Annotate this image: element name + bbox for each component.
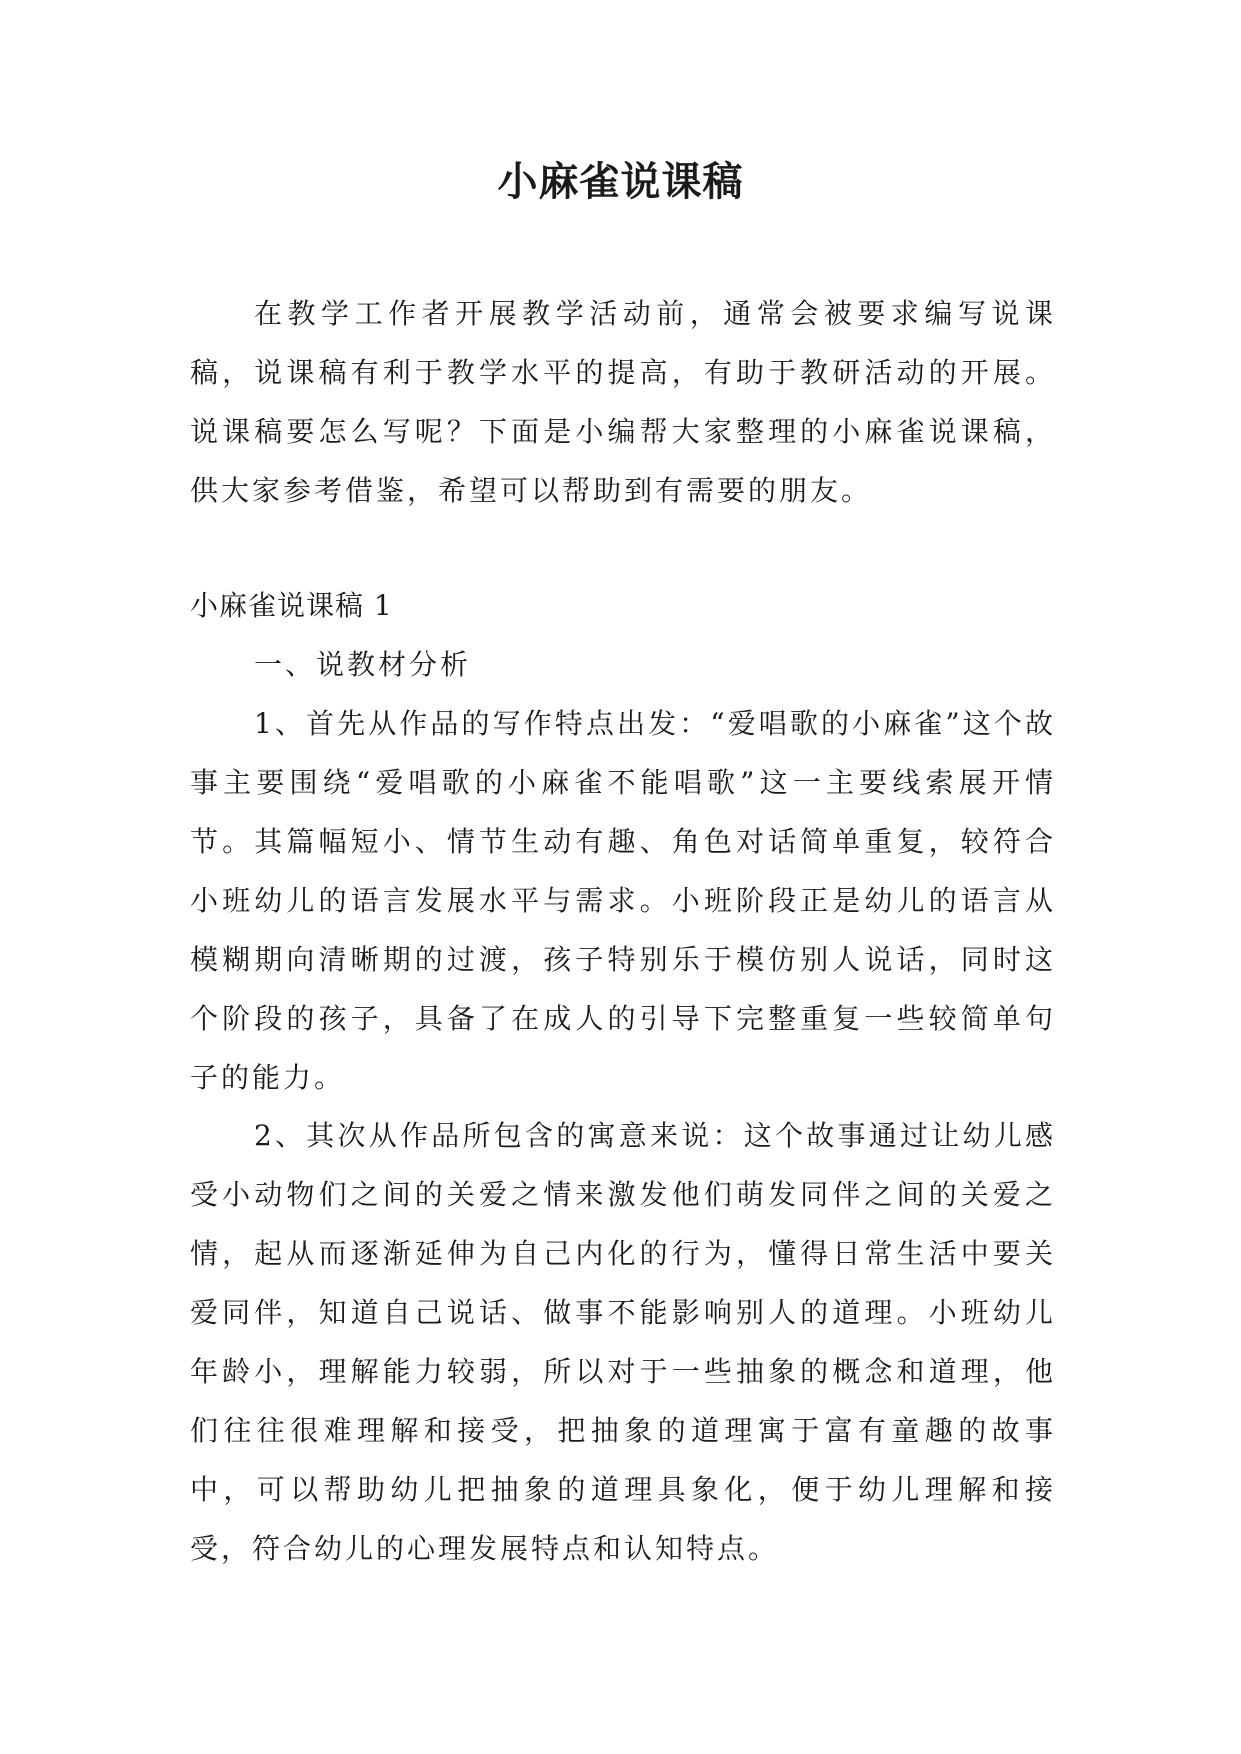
intro-paragraph: 在教学工作者开展教学活动前，通常会被要求编写说课稿，说课稿有利于教学水平的提高，有助于教研活动的开展。说课稿要怎么写呢？下面是小编帮大家整理的小麻雀说课稿，供大家参考借鉴，希望可以帮助到有需要的朋友。 xyxy=(190,297,1056,507)
section-heading: 小麻雀说课稿 1 xyxy=(190,589,393,622)
page-title: 小麻雀说课稿 xyxy=(497,159,744,205)
body-paragraph: 1、首先从作品的写作特点出发：“爱唱歌的小麻雀”这个故事主要围绕“爱唱歌的小麻雀不能唱歌”这一主要线索展开情节。其篇幅短小、情节生动有趣、角色对话简单重复，较符合小班幼儿的语言发展水平与需求。小班阶段正是幼儿的语言从模糊期向清晰期的过渡，孩子特别乐于模仿别人说话，同时这个阶段的孩子，具备了在成人的引导下完整重复一些较简单句子的能力。 xyxy=(190,707,1056,1094)
sub-heading: 一、说教材分析 xyxy=(254,648,472,681)
body-paragraph: 2、其次从作品所包含的寓意来说：这个故事通过让幼儿感受小动物们之间的关爱之情来激发他们萌发同伴之间的关爱之情，起从而逐渐延伸为自己内化的行为，懂得日常生活中要关爱同伴，知道自己说话、做事不能影响别人的道理。小班幼儿年龄小，理解能力较弱，所以对于一些抽象的概念和道理，他们往往很难理解和接受，把抽象的道理寓于富有童趣的故事中，可以帮助幼儿把抽象的道理具象化，便于幼儿理解和接受，符合幼儿的心理发展特点和认知特点。 xyxy=(190,1119,1056,1565)
